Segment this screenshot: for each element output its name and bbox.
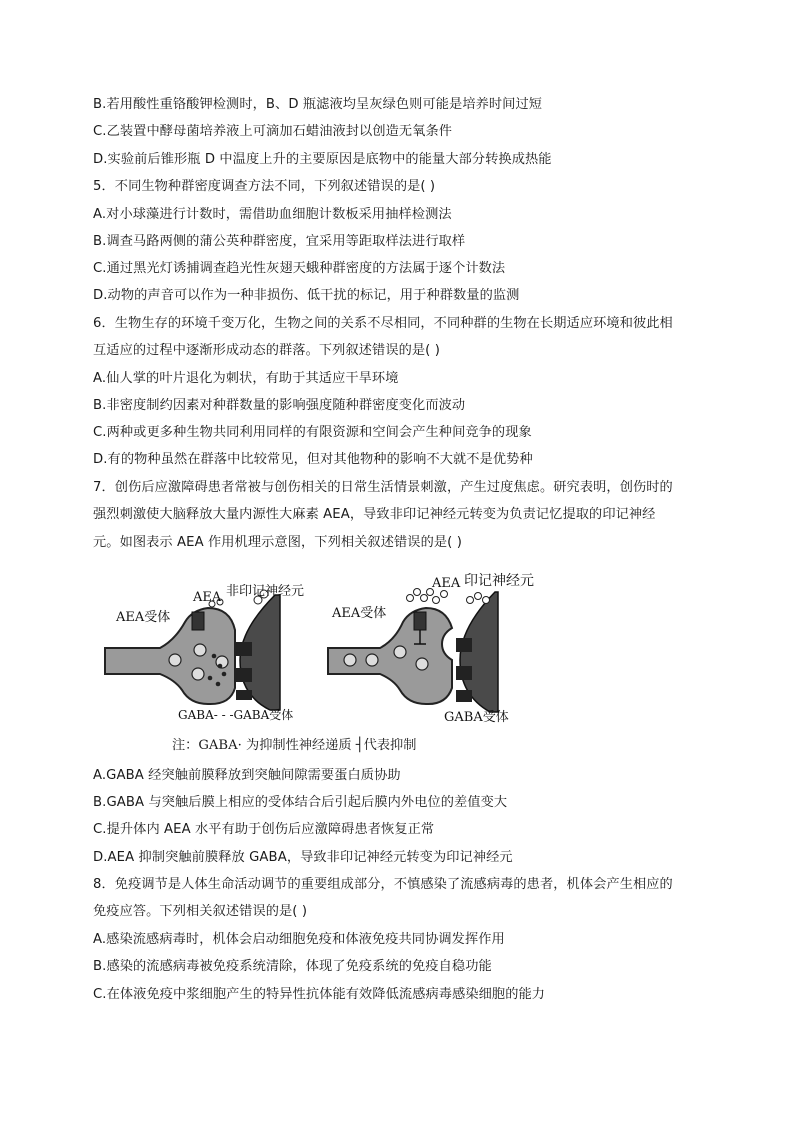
question-7-stem-line2: 强烈刺激使大脑释放大量内源性大麻素 AEA，导致非印记神经元转变为负责记忆提取的印记神经 (93, 507, 656, 522)
left-neuron-label: 非印记神经元 (226, 584, 305, 599)
question-7-stem-line1: 7．创伤后应激障碍患者常被与创伤相关的日常生活情景刺激，产生过度焦虑。研究表明，创伤时的 (93, 480, 673, 495)
option-5b: B.调查马路两侧的蒲公英种群密度，宜采用等距取样法进行取样 (93, 234, 466, 249)
left-postsynaptic-neuron (236, 590, 280, 710)
right-aea-receptor-label: AEA受体 (332, 606, 387, 621)
question-8-stem-line1: 8．免疫调节是人体生命活动调节的重要组成部分，不慎感染了流感病毒的患者，机体会产生相应的 (93, 877, 673, 892)
option-6d: D.有的物种虽然在群落中比较常见，但对其他物种的影响不大就不是优势种 (93, 452, 533, 467)
option-4d: D.实验前后锥形瓶 D 中温度上升的主要原因是底物中的能量大部分转换成热能 (93, 152, 552, 167)
question-6-stem-line2: 互适应的过程中逐渐形成动态的群落。下列叙述错误的是( ) (93, 343, 440, 358)
option-6a: A.仙人掌的叶片退化为刺状，有助于其适应干旱环境 (93, 371, 399, 386)
right-aea-label: AEA (432, 576, 461, 591)
option-8a: A.感染流感病毒时，机体会启动细胞免疫和体液免疫共同协调发挥作用 (93, 932, 505, 947)
left-aea-receptor-label: AEA受体 (116, 610, 171, 625)
option-6c: C.两种或更多种生物共同利用同样的有限资源和空间会产生种间竞争的现象 (93, 425, 532, 440)
synapse-diagram (100, 570, 560, 720)
right-neuron-label: 印记神经元 (464, 573, 534, 589)
question-7-stem-line3: 元。如图表示 AEA 作用机理示意图，下列相关叙述错误的是( ) (93, 535, 462, 550)
option-7b: B.GABA 与突触后膜上相应的受体结合后引起后膜内外电位的差值变大 (93, 795, 508, 810)
question-6-stem-line1: 6．生物生存的环境千变万化，生物之间的关系不尽相同，不同种群的生物在长期适应环境和彼此相 (93, 316, 673, 331)
option-6b: B.非密度制约因素对种群数量的影响强度随种群密度变化而波动 (93, 398, 466, 413)
option-8b: B.感染的流感病毒被免疫系统清除，体现了免疫系统的免疫自稳功能 (93, 959, 492, 974)
right-gaba-receptor-label: GABA受体 (444, 710, 509, 725)
question-5-stem: 5．不同生物种群密度调查方法不同，下列叙述错误的是( ) (93, 179, 436, 194)
option-5d: D.动物的声音可以作为一种非损伤、低干扰的标记，用于种群数量的监测 (93, 288, 520, 303)
question-8-stem-line2: 免疫应答。下列相关叙述错误的是( ) (93, 904, 308, 919)
option-5c: C.通过黑光灯诱捕调查趋光性灰翅天蛾种群密度的方法属于逐个计数法 (93, 261, 506, 276)
option-7d: D.AEA 抑制突触前膜释放 GABA，导致非印记神经元转变为印记神经元 (93, 850, 513, 865)
option-4c: C.乙装置中酵母菌培养液上可滴加石蜡油液封以创造无氧条件 (93, 124, 453, 139)
figure-note: 注：GABA· 为抑制性神经递质 ┤代表抑制 (172, 738, 417, 753)
right-postsynaptic-neuron (456, 592, 498, 712)
option-7c: C.提升体内 AEA 水平有助于创伤后应激障碍患者恢复正常 (93, 822, 435, 837)
option-5a: A.对小球藻进行计数时，需借助血细胞计数板采用抽样检测法 (93, 207, 452, 222)
left-gaba-label: GABA- - -GABA受体 (178, 708, 294, 722)
aea-mechanism-figure (100, 570, 560, 725)
option-8c: C.在体液免疫中浆细胞产生的特异性抗体能有效降低流感病毒感染细胞的能力 (93, 987, 546, 1002)
option-7a: A.GABA 经突触前膜释放到突触间隙需要蛋白质协助 (93, 768, 401, 783)
option-4b: B.若用酸性重铬酸钾检测时，B、D 瓶滤液均呈灰绿色则可能是培养时间过短 (93, 97, 543, 112)
left-aea-label: AEA (193, 590, 222, 605)
